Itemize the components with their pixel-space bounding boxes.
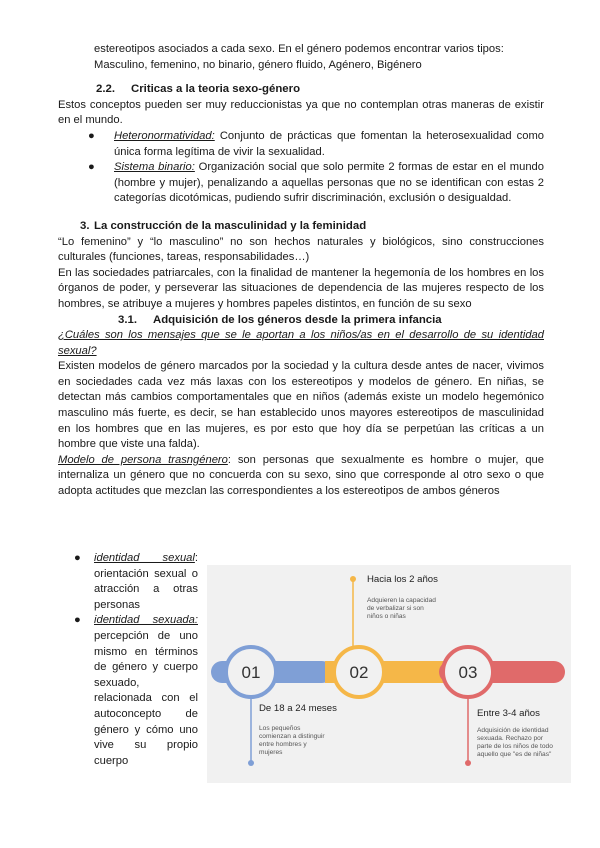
bullet-icon: ●	[88, 129, 95, 142]
heading-2-2	[58, 82, 544, 98]
document-page	[58, 42, 544, 500]
desc-line: de verbalizar si son	[367, 605, 424, 612]
step-3-title: Entre 3-4 años	[477, 708, 540, 719]
heading-title: La construcción de la masculinidad y la feminidad	[94, 219, 367, 232]
desc-line: comienzan a distinguir	[259, 733, 325, 740]
desc-line: Los pequeños	[259, 725, 301, 732]
term-identidad-sexual: identidad sexual	[94, 552, 195, 564]
heading-3	[58, 219, 544, 235]
intro-line-1: estereotipos asociados a cada sexo. En el género podemos encontrar varios tipos:	[94, 43, 504, 55]
connector-dot-1	[248, 760, 254, 766]
step-number-3: 03	[458, 663, 478, 682]
step-2-desc	[367, 597, 436, 621]
desc-line: Adquisición de identidad	[477, 727, 549, 734]
term-identidad-sexuada: identidad sexuada:	[94, 614, 198, 627]
term-sistema-binario: Sistema binario:	[114, 161, 195, 174]
desc-line: parte de los niños de todo	[477, 743, 553, 750]
connector-dot-2	[350, 576, 356, 582]
desc-line: entre hombres y	[259, 741, 307, 748]
bullet-icon: ●	[74, 552, 81, 564]
step-1-desc	[259, 725, 325, 757]
desc-line: sexuada. Rechazo por	[477, 735, 543, 742]
section-3-1-question: ¿Cuáles son los mensajes que se le aportan a los niños/as en el desarrollo de su identidad sexual?	[58, 329, 544, 357]
development-timeline-infographic	[207, 565, 571, 783]
term-text: percepción de uno mismo en términos de género y cuerpo sexuado, relacionada con el autoconcepto de género y cómo uno vive su propio cuerpo	[94, 629, 198, 767]
heading-number: 3.	[80, 219, 90, 232]
model-paragraph	[58, 453, 544, 500]
bullet-icon: ●	[74, 614, 81, 627]
desc-line: Adquieren la capacidad	[367, 597, 436, 604]
term-text: : orientación sexual o atracción a otras personas	[94, 552, 198, 611]
identity-list	[58, 551, 198, 769]
connector-dot-3	[465, 760, 471, 766]
intro-line-2: Masculino, femenino, no binario, género fluido, Agénero, Bigénero	[94, 58, 422, 71]
list-item	[58, 551, 198, 613]
heading-title: Adquisición de los géneros desde la primera infancia	[153, 313, 442, 326]
model-text: : son personas que sexualmente es hombre o mujer, que internaliza un género que no concuerda con su sexo, sino que corresponde al otro sexo o que adopta actitudes que mezclan las correspondientes a los estereotipos de ambos géneros	[58, 453, 544, 498]
list-item	[58, 160, 544, 207]
heading-number: 2.2.	[96, 83, 115, 96]
step-2-title: Hacia los 2 años	[367, 574, 438, 585]
desc-line: aquello que "es de niñas"	[477, 751, 552, 758]
step-1-title: De 18 a 24 meses	[259, 703, 337, 714]
list-item	[58, 613, 198, 769]
section-3-1-p1: Existen modelos de género marcados por la sociedad y la cultura desde antes de nacer, vivimos en sociedades cada vez más laxas con los estereotipos y modelos de género. En niñas, se detectan más cambios comportamentales que en niños (además existe un modelo hegemónico masculino más fuerte, es decir, se han establecido unos mayores estereotipos de masculinidad en los hombres que en las mujeres, es por esto que hoy día se perpetúan las críticas a un hombre que viste una falda).	[58, 360, 544, 451]
heading-title: Criticas a la teoria sexo-género	[131, 83, 301, 96]
step-3-desc	[477, 727, 553, 759]
critique-list	[58, 129, 544, 207]
step-number-2: 02	[349, 663, 369, 682]
term-text: Organización social que solo permite 2 formas de estar en el mundo (hombre y mujer), penalizando a aquellas personas que no se identifican con estas 2 categorías dicotómicas, pudiendo sufrir discriminación, exclusión o desigualdad.	[114, 161, 544, 205]
section-2-2-text: Estos conceptos pueden ser muy reduccionistas ya que no contemplan otras maneras de existir en el mundo.	[58, 98, 544, 127]
term-text: Conjunto de prácticas que fomentan la heterosexualidad como única forma legítima de vivir la sexualidad.	[114, 129, 544, 158]
term-heteronormatividad: Heteronormatividad:	[114, 129, 215, 142]
heading-3-1	[58, 313, 544, 329]
section-3-p1: “Lo femenino” y “lo masculino” no son hechos naturales y biológicos, sino construcciones culturales (funciones, tareas, responsabilidades…)	[58, 235, 544, 264]
list-item	[58, 129, 544, 160]
term-modelo-trans: Modelo de persona trasngénero	[58, 453, 228, 466]
heading-number: 3.1.	[118, 313, 137, 326]
section-3-p2: En las sociedades patriarcales, con la finalidad de mantener la hegemonía de los hombres en los órganos de poder, y perseverar las situaciones de dependencia de las mujeres respecto de los hombres, se atribuye a mujeres y hombres papeles distintos, en función de su sexo	[58, 266, 544, 310]
step-number-1: 01	[241, 663, 261, 682]
desc-line: mujeres	[259, 749, 283, 756]
bullet-icon: ●	[88, 161, 95, 174]
desc-line: niños o niñas	[367, 613, 406, 620]
